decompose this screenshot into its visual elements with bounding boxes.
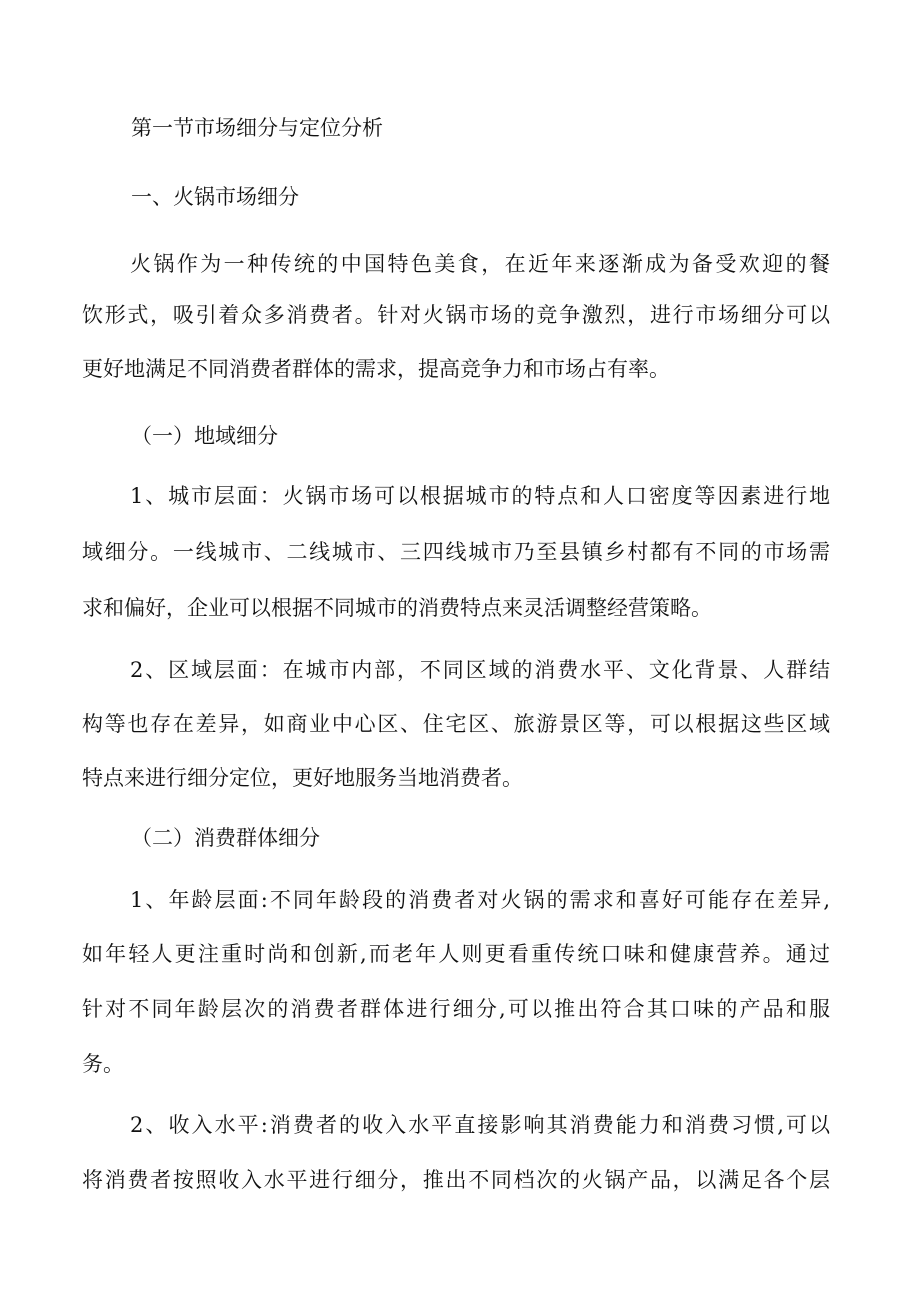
section-title: 第一节市场细分与定位分析 xyxy=(131,116,383,140)
district-level-paragraph-line: 构等也存在差异，如商业中心区、住宅区、旅游景区等，可以根据这些区域 xyxy=(82,712,830,736)
section-heading-market-segmentation: 一、火锅市场细分 xyxy=(131,185,299,209)
age-level-paragraph-line: 如年轻人更注重时尚和创新,而老年人则更看重传统口味和健康营养。通过 xyxy=(82,942,830,966)
income-level-paragraph-line: 将消费者按照收入水平进行细分，推出不同档次的火锅产品，以满足各个层 xyxy=(82,1168,830,1192)
intro-paragraph-line: 饮形式，吸引着众多消费者。针对火锅市场的竞争激烈，进行市场细分可以 xyxy=(82,303,830,327)
city-level-paragraph-line: 域细分。一线城市、二线城市、三四线城市乃至县镇乡村都有不同的市场需 xyxy=(82,540,830,564)
age-level-paragraph-line: 务。 xyxy=(82,1052,124,1076)
age-level-paragraph-line: 针对不同年龄层次的消费者群体进行细分,可以推出符合其口味的产品和服 xyxy=(82,997,830,1021)
subheading-consumer-group-segmentation: （二）消费群体细分 xyxy=(131,826,320,850)
subheading-regional-segmentation: （一）地域细分 xyxy=(131,424,278,448)
income-level-paragraph-line: 2、收入水平:消费者的收入水平直接影响其消费能力和消费习惯,可以 xyxy=(130,1113,830,1137)
age-level-paragraph-line: 1、年龄层面:不同年龄段的消费者对火锅的需求和喜好可能存在差异, xyxy=(130,888,830,912)
intro-paragraph-line: 更好地满足不同消费者群体的需求，提高竞争力和市场占有率。 xyxy=(82,357,670,381)
city-level-paragraph-line: 求和偏好，企业可以根据不同城市的消费特点来灵活调整经营策略。 xyxy=(82,596,712,620)
intro-paragraph-line: 火锅作为一种传统的中国特色美食，在近年来逐渐成为备受欢迎的餐 xyxy=(130,252,830,276)
district-level-paragraph-line: 特点来进行细分定位，更好地服务当地消费者。 xyxy=(82,766,523,790)
city-level-paragraph-line: 1、城市层面：火锅市场可以根据城市的特点和人口密度等因素进行地 xyxy=(130,484,830,508)
district-level-paragraph-line: 2、区域层面：在城市内部，不同区域的消费水平、文化背景、人群结 xyxy=(130,658,830,682)
